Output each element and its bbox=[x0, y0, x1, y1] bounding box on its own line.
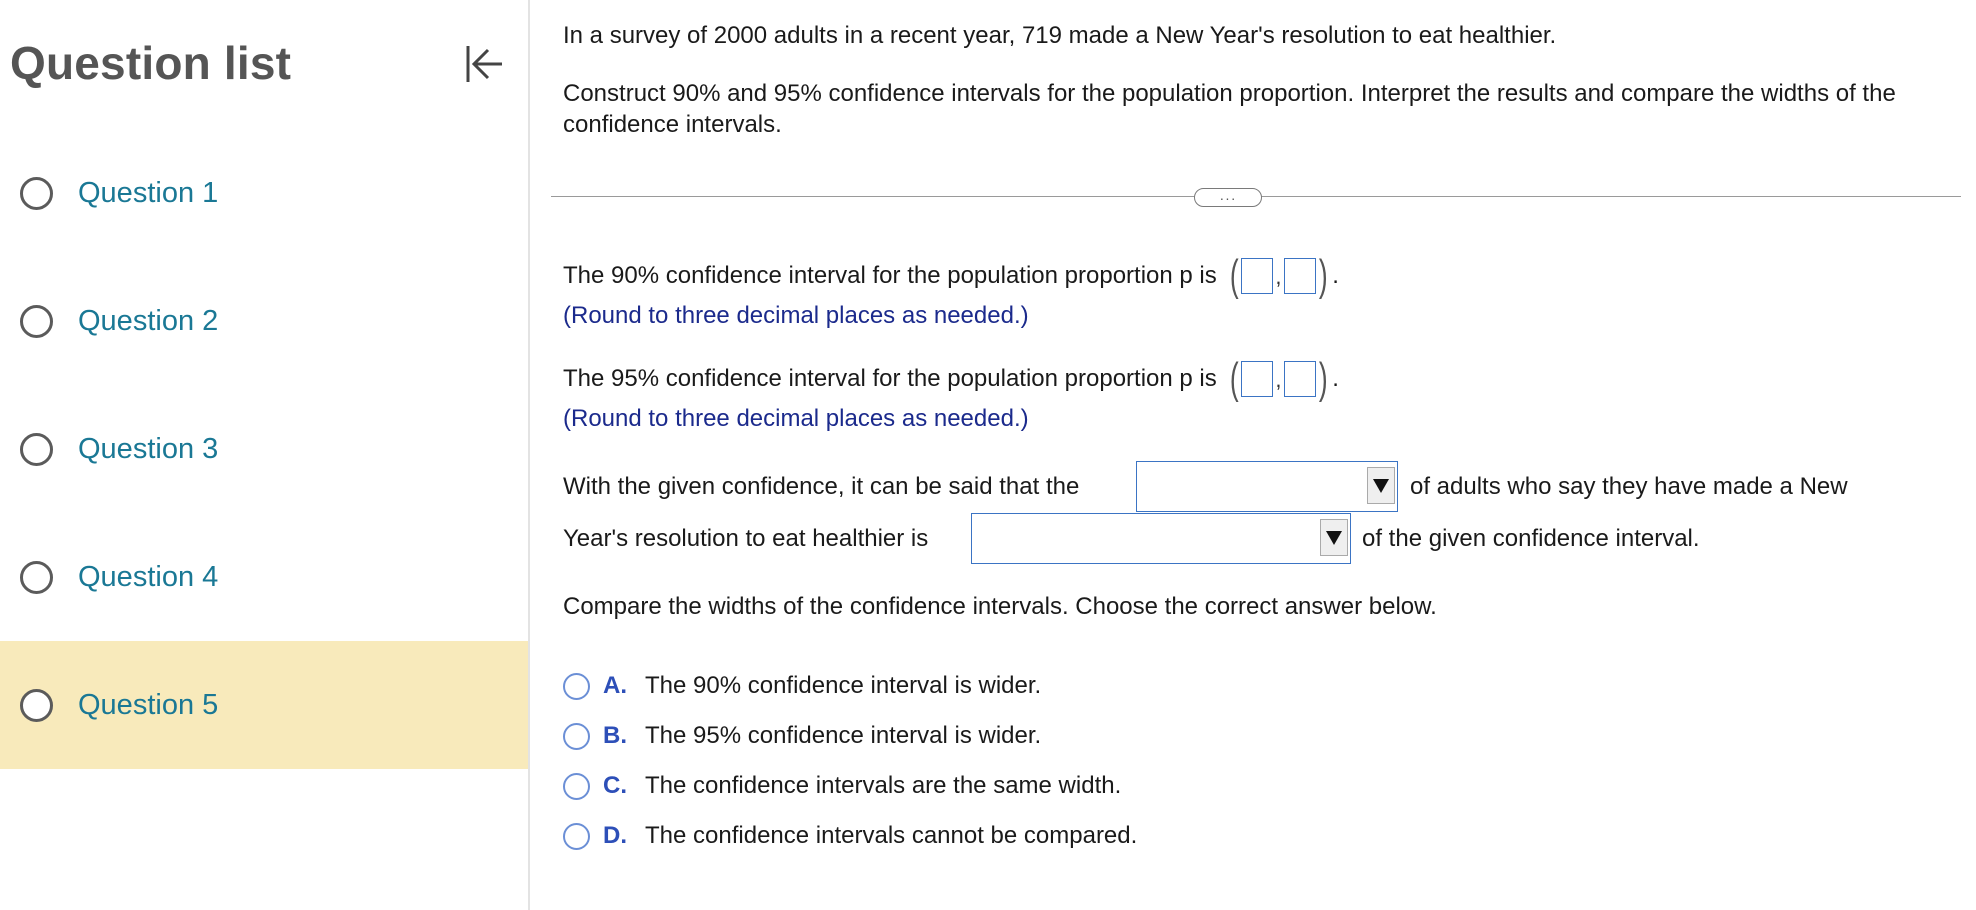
radio-icon[interactable] bbox=[563, 823, 590, 850]
comma-separator: , bbox=[1275, 264, 1282, 289]
choice-c[interactable] bbox=[563, 772, 1121, 800]
question-instruction: Construct 90% and 95% confidence intervals for the population proportion. Interpret the results and compare the widths of the confidence intervals. bbox=[563, 80, 1896, 138]
sidebar-item-label: Question 5 bbox=[78, 688, 219, 721]
choice-text: The 95% confidence interval is wider. bbox=[645, 722, 1042, 749]
close-paren-icon: ) bbox=[1318, 354, 1328, 403]
dropdown-arrow-icon bbox=[1367, 467, 1395, 504]
interval-90-text: The 90% confidence interval for the population proportion p is bbox=[563, 262, 1217, 289]
choice-b[interactable] bbox=[563, 722, 1041, 750]
radio-icon bbox=[20, 561, 53, 594]
interval-90-upper-input[interactable] bbox=[1284, 258, 1316, 294]
choice-d[interactable] bbox=[563, 822, 1137, 850]
radio-icon[interactable] bbox=[563, 673, 590, 700]
choice-text: The 90% confidence interval is wider. bbox=[645, 672, 1042, 699]
choice-a[interactable] bbox=[563, 672, 1041, 700]
interpret-dropdown-1[interactable] bbox=[1136, 461, 1398, 512]
sidebar-title: Question list bbox=[10, 37, 292, 89]
interpret-text-3: Year's resolution to eat healthier is bbox=[563, 525, 929, 552]
sidebar-item-label: Question 1 bbox=[78, 176, 219, 209]
interval-95-upper-input[interactable] bbox=[1284, 361, 1316, 397]
sidebar-item-question-5[interactable] bbox=[0, 641, 528, 769]
choice-text: The confidence intervals are the same width. bbox=[645, 772, 1122, 799]
choice-letter: D. bbox=[603, 822, 627, 849]
radio-icon bbox=[20, 305, 53, 338]
interval-95-hint: (Round to three decimal places as needed.) bbox=[563, 405, 1029, 432]
choice-letter: B. bbox=[603, 722, 627, 749]
interval-95-text: The 95% confidence interval for the population proportion p is bbox=[563, 365, 1217, 392]
radio-icon bbox=[20, 689, 53, 722]
compare-prompt: Compare the widths of the confidence intervals. Choose the correct answer below. bbox=[563, 593, 1437, 620]
radio-icon bbox=[20, 433, 53, 466]
interpret-text-1: With the given confidence, it can be said that the bbox=[563, 473, 1080, 500]
sidebar-item-label: Question 3 bbox=[78, 432, 219, 465]
choice-letter: C. bbox=[603, 772, 627, 799]
open-paren-icon: ( bbox=[1229, 354, 1239, 403]
collapse-left-icon bbox=[462, 42, 506, 86]
period-mark: . bbox=[1332, 365, 1339, 392]
radio-icon bbox=[20, 177, 53, 210]
sidebar-item-label: Question 2 bbox=[78, 304, 219, 337]
interval-90-row bbox=[563, 251, 1339, 300]
sidebar-item-question-1[interactable] bbox=[0, 129, 528, 257]
sidebar-item-question-4[interactable] bbox=[0, 513, 528, 641]
dropdown-arrow-icon bbox=[1320, 519, 1348, 556]
collapse-sidebar-button[interactable] bbox=[456, 38, 512, 90]
radio-icon[interactable] bbox=[563, 773, 590, 800]
question-prompt: In a survey of 2000 adults in a recent year, 719 made a New Year's resolution to eat healthier. bbox=[563, 22, 1557, 49]
expand-more-button[interactable]: ··· bbox=[1194, 188, 1262, 207]
comma-separator: , bbox=[1275, 367, 1282, 392]
period-mark: . bbox=[1332, 262, 1339, 289]
interval-90-lower-input[interactable] bbox=[1241, 258, 1273, 294]
question-panel bbox=[531, 0, 1976, 910]
question-list-sidebar bbox=[0, 0, 530, 910]
interval-95-lower-input[interactable] bbox=[1241, 361, 1273, 397]
interpret-dropdown-2[interactable] bbox=[971, 513, 1351, 564]
sidebar-item-question-2[interactable] bbox=[0, 257, 528, 385]
sidebar-item-label: Question 4 bbox=[78, 560, 219, 593]
close-paren-icon: ) bbox=[1318, 251, 1328, 300]
open-paren-icon: ( bbox=[1229, 251, 1239, 300]
choice-letter: A. bbox=[603, 672, 627, 699]
choice-text: The confidence intervals cannot be compared. bbox=[645, 822, 1138, 849]
radio-icon[interactable] bbox=[563, 723, 590, 750]
interval-95-row bbox=[563, 354, 1339, 403]
interpret-text-4: of the given confidence interval. bbox=[1362, 525, 1700, 552]
interval-90-hint: (Round to three decimal places as needed.) bbox=[563, 302, 1029, 329]
sidebar-item-question-3[interactable] bbox=[0, 385, 528, 513]
interpret-text-2: of adults who say they have made a New bbox=[1410, 473, 1848, 500]
